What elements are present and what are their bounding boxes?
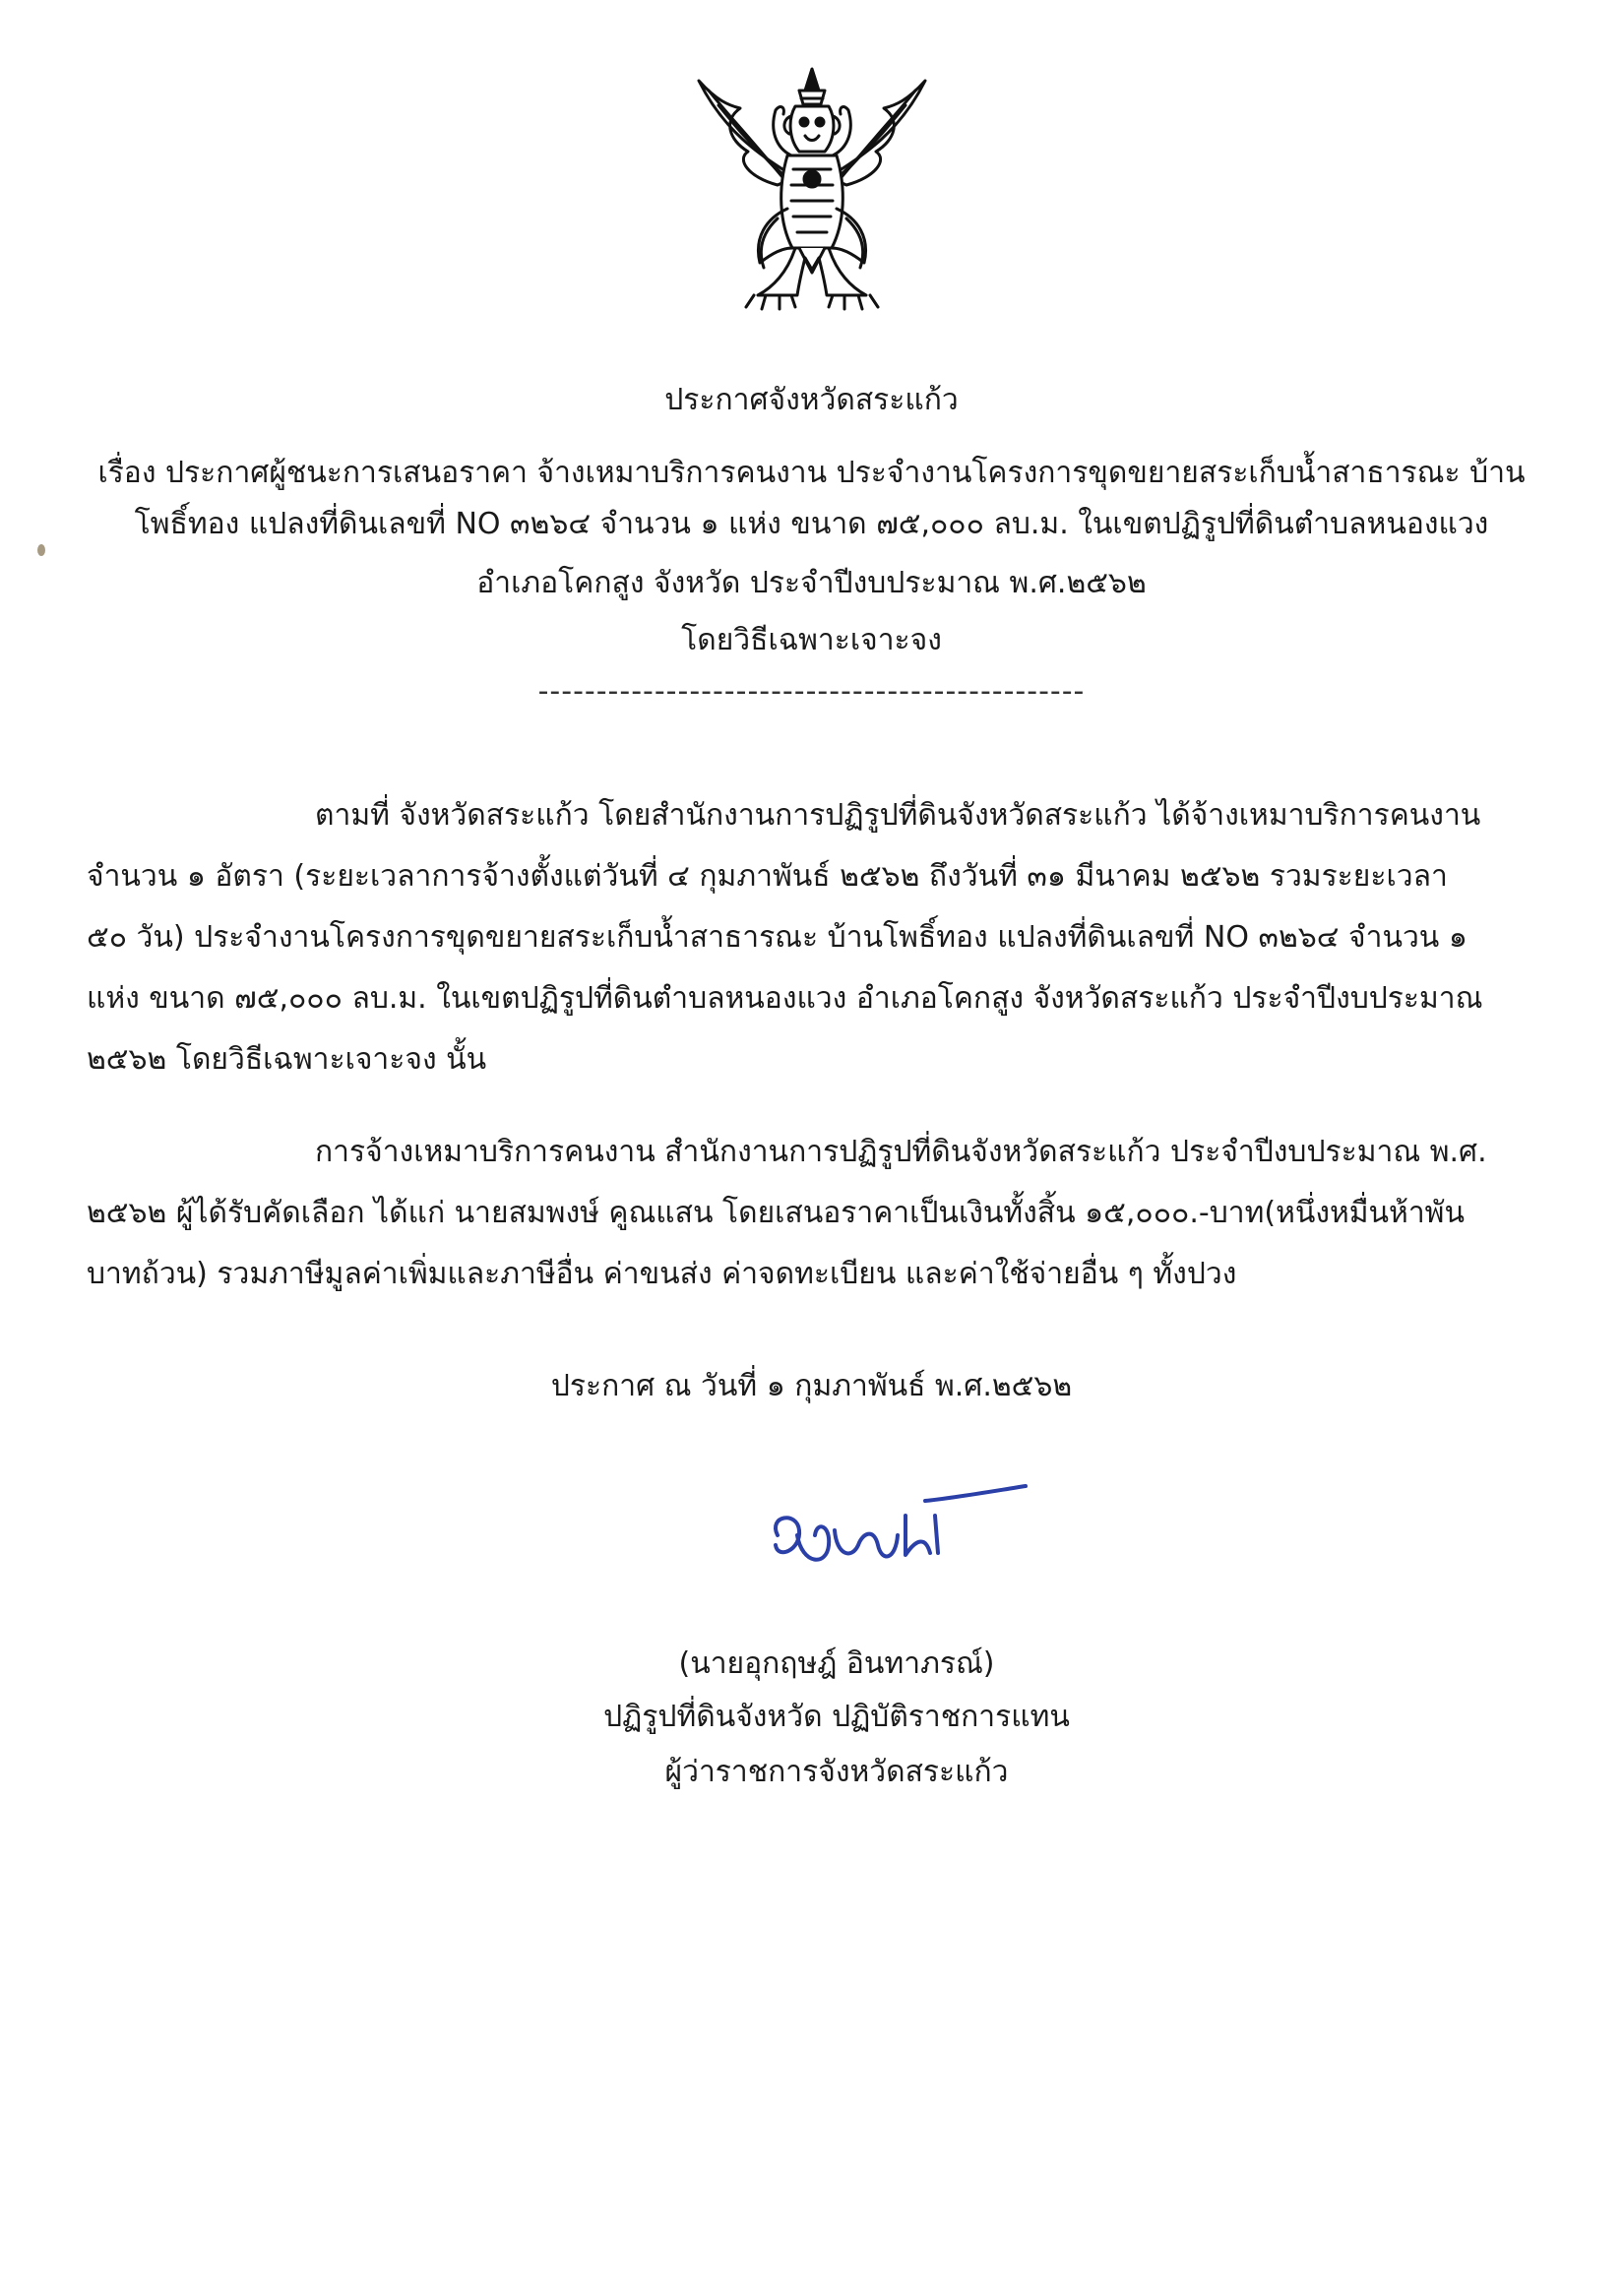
procurement-method: โดยวิธีเฉพาะเจาะจง [681,623,942,657]
paragraph-line: จำนวน ๑ อัตรา (ระยะเวลาการจ้างตั้งแต่วันที่ ๔ กุมภาพันธ์ ๒๕๖๒ ถึงวันที่ ๓๑ มีนาคม ๒๕๖๒ รวมระยะเวลา [87,859,1448,894]
paper-speck [37,544,45,556]
body-paragraph-1 [87,785,1602,1090]
paragraph-line: บาทถ้วน) รวมภาษีมูลค่าเพิ่มและภาษีอื่น ค่าขนส่ง ค่าจดทะเบียน และค่าใช้จ่ายอื่น ๆ ทั้งปวง [87,1257,1237,1291]
subject-line: โพธิ์ทอง แปลงที่ดินเลขที่ NO ๓๒๖๔ จำนวน ๑ แห่ง ขนาด ๗๕,๐๐๐ ลบ.ม. ในเขตปฏิรูปที่ดินตำบลหนองแวง [134,507,1489,541]
signatory-title: ผู้ว่าราชการจังหวัดสระแก้ว [664,1755,1009,1789]
announcement-title: ประกาศจังหวัดสระแก้ว [664,383,959,417]
signatory-position: ปฏิรูปที่ดินจังหวัด ปฏิบัติราชการแทน [603,1700,1070,1734]
paragraph-line: ๕๐ วัน) ประจำงานโครงการขุดขยายสระเก็บน้ำสาธารณะ บ้านโพธิ์ทอง แปลงที่ดินเลขที่ NO ๓๒๖๔ จำนวน ๑ [87,920,1467,955]
paragraph-line: ๒๕๖๒ ผู้ได้รับคัดเลือก ได้แก่ นายสมพงษ์ คูณแสน โดยเสนอราคาเป็นเงินทั้งสิ้น ๑๕,๐๐๐.-บาท(หนึ่งหมื่นห้าพัน [87,1196,1465,1230]
subject-line: เรื่อง ประกาศผู้ชนะการเสนอราคา จ้างเหมาบริการคนงาน ประจำงานโครงการขุดขยายสระเก็บน้ำสาธารณะ บ้าน [97,456,1526,490]
paragraph-line: แห่ง ขนาด ๗๕,๐๐๐ ลบ.ม. ในเขตปฏิรูปที่ดินตำบลหนองแวง อำเภอโคกสูง จังหวัดสระแก้ว ประจำปีงบประมาณ [87,981,1483,1016]
paragraph-line: การจ้างเหมาบริการคนงาน สำนักงานการปฏิรูปที่ดินจังหวัดสระแก้ว ประจำปีงบประมาณ พ.ศ. [315,1135,1487,1169]
announcement-date: ประกาศ ณ วันที่ ๑ กุมภาพันธ์ พ.ศ.๒๕๖๒ [550,1369,1073,1403]
header-divider: ----------------------------------------------- [537,674,1086,709]
paragraph-line: ตามที่ จังหวัดสระแก้ว โดยสำนักงานการปฏิรูปที่ดินจังหวัดสระแก้ว ได้จ้างเหมาบริการคนงาน [315,798,1481,833]
signatory-name: (นายอุกฤษฎ์ อินทาภรณ์) [678,1646,995,1681]
garuda-emblem-icon [689,61,935,356]
body-paragraph-2 [87,1122,1602,1305]
subject-line: อำเภอโคกสูง จังหวัด ประจำปีงบประมาณ พ.ศ.๒๕๖๒ [476,566,1147,600]
handwritten-signature-icon [758,1476,1033,1584]
paragraph-line: ๒๕๖๒ โดยวิธีเฉพาะเจาะจง นั้น [87,1042,487,1077]
